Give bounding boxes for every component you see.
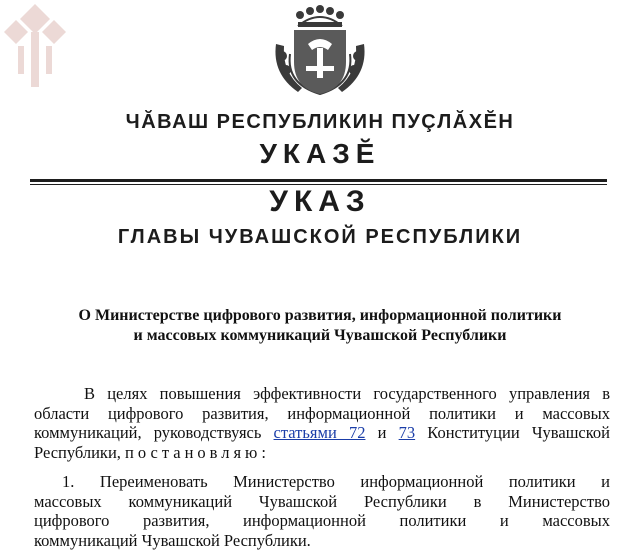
item1-line4: коммуникаций Чувашской Республики.	[34, 530, 311, 550]
document-title-line2: и массовых коммуникаций Чувашской Республики	[133, 327, 507, 344]
preamble-line3-and: и	[365, 423, 399, 443]
preamble-line3-start: коммуникаций, руководствуясь	[34, 423, 274, 443]
preamble-line2: области цифрового развития, информационной политики и массовых	[34, 403, 610, 423]
decree-word: постановляю:	[125, 442, 270, 462]
preamble-line1: В целях повышения эффективности государственного управления в	[84, 384, 610, 403]
link-article-73[interactable]: 73	[398, 423, 416, 443]
header-chuvash-line2: УКАЗĔ	[259, 138, 381, 169]
preamble-line4-start: Республики,	[34, 442, 126, 462]
header-chuvash-line1: ЧĂВАШ РЕСПУБЛИКИН ПУÇЛĂХĔН	[125, 111, 515, 133]
header-russian-line2: ГЛАВЫ ЧУВАШСКОЙ РЕСПУБЛИКИ	[117, 226, 523, 248]
paragraph-preamble	[34, 384, 610, 462]
preamble-line4	[34, 443, 610, 463]
item1-line2: массовых коммуникаций Чувашской Республики в Министерство	[34, 491, 610, 511]
link-articles-72[interactable]: статьями 72	[273, 423, 366, 443]
document-title	[20, 306, 620, 346]
preamble-line3	[34, 423, 610, 443]
header-russian-line1: УКАЗ	[269, 185, 371, 218]
item1-line1: 1. Переименовать Министерство информационной политики и	[62, 472, 610, 491]
preamble-line3-end: Конституции Чувашской	[415, 423, 610, 443]
watermark-ornament-icon	[4, 2, 66, 92]
item1-line3: цифрового развития, информационной политики и массовых	[34, 511, 610, 531]
paragraph-item-1	[34, 472, 610, 550]
document-title-line1: О Министерстве цифрового развития, информационной политики	[78, 307, 562, 324]
coat-of-arms-icon	[268, 4, 372, 100]
header-divider-thick	[30, 179, 607, 182]
